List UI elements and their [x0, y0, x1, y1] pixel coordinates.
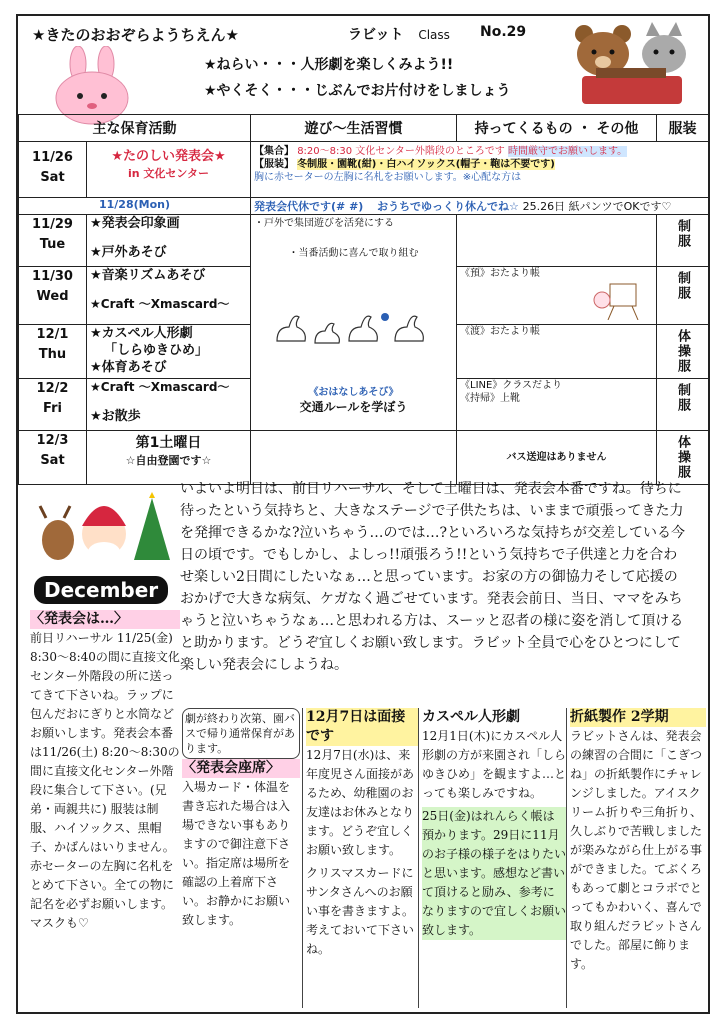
december-banner: December: [34, 576, 168, 604]
clothing: 体操服: [675, 329, 690, 374]
bring-cell: 《渡》おたより帳: [457, 325, 657, 379]
weekday: Wed: [36, 289, 69, 304]
activity-1: ★カスペル人形劇: [90, 326, 193, 341]
event-details-cell: [251, 142, 709, 198]
weekly-schedule-table: [18, 114, 709, 485]
activity-2: ★体育あそび: [90, 360, 167, 375]
rehearsal-text: 前日リハーサル 11/25(金) 8:30～8:40の間に直接文化センター外階段の所に送ってきて下さいね。ラップに包んだおにぎりと水筒などお願いします。発表会本番は11/26(土) 8:20～8:30の間に直接文化センター外階段に集合して下さい。(兄弟・両親共に) 服装は制服、ハイソックス、黒帽子、かばんはいりません。赤セーターの左胸に名札をとめて下さい。全ての物に記名を必ずお願いします。マスクも♡: [30, 631, 180, 930]
rehearsal-title: 〈発表会は…〉: [30, 610, 180, 629]
dress-note: 胸に赤セーターの左胸に名札をお願いします。※心配な方は: [254, 172, 522, 183]
ducks-illustration: [269, 291, 439, 351]
rehearsal-column: [30, 610, 180, 933]
table-header-row: [19, 115, 709, 142]
weekday: Fri: [43, 401, 62, 416]
header-clothing: 服装: [657, 115, 709, 142]
bring-item: 《預》おたより帳: [460, 268, 540, 279]
bus-note: 劇が終わり次第、園バスで帰り通常保育があります。: [182, 708, 300, 759]
clothing-cell: [657, 267, 709, 325]
table-row: [19, 198, 709, 215]
activity-1-sub: 「しらゆきひめ」: [104, 343, 209, 358]
activity-1: ★音楽リズムあそび: [90, 268, 206, 283]
header-play-habits: 遊び～生活習慣: [251, 115, 457, 142]
aim-goal: ★ねらい・・・人形劇を楽しくみよう!!: [204, 57, 454, 73]
clothing-cell: [657, 431, 709, 485]
date-cell: [19, 215, 87, 267]
seating-text: 入場カード・体温を書き忘れた場合は入場できない事もありますので御注意下さい。指定席は場所を確認の上着席下さい。お静かにお願い致します。: [182, 780, 291, 927]
holiday-text: 発表会代休です(# #): [254, 200, 364, 213]
play-habits-cell: [251, 215, 457, 431]
meet-note: 時間厳守でお願いします。: [507, 146, 628, 157]
divider: [302, 708, 303, 1008]
activity-2: ★お散歩: [90, 409, 141, 424]
bring-cell: [457, 267, 657, 325]
bring-cell: [457, 379, 657, 431]
activity-cell: [87, 325, 251, 379]
weekday: Tue: [39, 237, 66, 252]
header-bring: 持ってくるもの ・ その他: [457, 115, 657, 142]
meet-text: 8:20～8:30 文化センター外階段のところです: [297, 146, 505, 157]
story-label: 《おはなしあそび》: [308, 387, 399, 398]
pants-note: 25.26日 紙パンツでOKです♡: [522, 200, 672, 213]
seating-column: [182, 708, 300, 930]
date-cell: [19, 267, 87, 325]
activity-2: ★Craft ～Xmascard～: [90, 297, 230, 311]
origami-text: ラビットさんは、発表会の練習の合間に「こぎつね」の折紙製作にチャレンジしました。アイスクリーム折りや三角折り、久しぶりで苦戦しましたが楽みながら仕上がる事ができました。てぶくろもあって劇とコラボでとってもかわいく、喜んで取り組んだラビットさんでした。部屋に飾ります。: [570, 729, 703, 971]
habit-2: ・当番活動に喜んで取り組む: [288, 248, 419, 259]
weekday: Sat: [40, 170, 65, 185]
interview-text: 12月7日(水)は、来年度児さん面接があるため、幼稚園のお友達はお休みとなります。どうぞ宜しくお願い致します。: [306, 748, 415, 857]
event-venue: in 文化センター: [128, 167, 209, 180]
bear-and-cat-icon: [566, 20, 696, 110]
origami-title: 折紙製作 2学期: [570, 708, 706, 727]
date: 11/30: [32, 269, 73, 284]
divider: [566, 708, 567, 1008]
activity-2: ★戸外あそび: [90, 245, 167, 260]
clothing: 制服: [675, 271, 690, 301]
class-title: [348, 24, 450, 44]
activity-cell: [87, 431, 251, 485]
story-text: 交通ルールを学ぼう: [299, 400, 408, 414]
table-row: [19, 431, 709, 485]
activity-1: ★Craft ～Xmascard～: [90, 380, 230, 394]
santa-reindeer-icon: [34, 490, 174, 576]
interview-title: 12月7日は面接です: [306, 708, 418, 746]
newsletter-page: [16, 14, 710, 1014]
table-row: [19, 215, 709, 267]
clothing-cell: [657, 215, 709, 267]
activity-2: ☆自由登園です☆: [125, 454, 212, 467]
bring-item-2: 《持帰》上靴: [460, 393, 520, 404]
date: 12/1: [36, 327, 69, 342]
seating-title: 〈発表会座席〉: [182, 759, 300, 778]
interview-column: [306, 708, 418, 959]
date: 12/2: [36, 381, 69, 396]
bring-item: 《LINE》クラスだより: [460, 380, 563, 391]
issue-number: No.29: [480, 24, 527, 40]
activity-1: 第1土曜日: [135, 435, 202, 451]
origami-column: [570, 708, 706, 974]
activity-cell: [87, 215, 251, 267]
date-cell: [19, 325, 87, 379]
activity-cell: [87, 379, 251, 431]
dress-label: 【服装】: [254, 159, 294, 170]
activity-1: ★発表会印象画: [90, 216, 180, 231]
clothing: 体操服: [675, 435, 690, 480]
activity-cell: [87, 142, 251, 198]
class-name: ラビット: [348, 27, 404, 43]
class-label: Class: [418, 28, 450, 42]
activity-cell: [87, 267, 251, 325]
holiday-date: 11/28(Mon): [19, 198, 251, 215]
date-cell: [19, 379, 87, 431]
notebook-text: 25日(金)はれんらく帳は預かります。29日に11月のお子様の様子をはりたいと思います。感想など書いて頂けると励み、参考になりますので宜しくお願い致します。: [422, 807, 566, 940]
puppet-text: 12月1日(木)にカスペル人形劇の方が来園され「しらゆきひめ」を観ますよ…とっても楽しみですね。: [422, 729, 567, 800]
puppet-title: カスペル人形劇: [422, 709, 520, 725]
table-row: [19, 142, 709, 198]
date: 12/3: [36, 433, 69, 448]
date-cell: [19, 431, 87, 485]
header: [18, 16, 708, 114]
meet-label: 【集合】: [254, 146, 294, 157]
date: 11/26: [32, 150, 73, 165]
holiday-cell: [251, 198, 709, 215]
holiday-text2: おうちでゆっくり休んでね☆: [377, 200, 519, 213]
clothing-cell: [657, 325, 709, 379]
school-name: ★きたのおおぞらようちえん★: [32, 26, 239, 44]
weekday: Sat: [40, 453, 65, 468]
christmas-card-text: クリスマスカードにサンタさんへのお願い事を書きますよ。考えておいて下さいね。: [306, 866, 415, 956]
puppet-column: [422, 708, 566, 940]
divider: [418, 708, 419, 1008]
teacher-letter: いよいよ明日は、前日リハーサル、そして土曜日は、発表会本番ですね。待ちに待ったという気持ちと、大きなステージで子供たちは、いままで頑張ってきた力を発揮できるかな?泣いちゃう…のでは…?といろいろな気持ちが交差している今日の頃です。でもしかし、よしっ!!頑張ろう!!という気持ちで子供達と力を合わせ楽しい2日間にしたいなぁ…と思っています。お家の方の御協力そして応援のおかげで大きな病気、ケガなく過ごせています。発表会前日、当日、ママをみちゃうと泣いちゃうなぁ…と思われる方は、スーッと忍者の様に姿を消して頂けると助かります。どうぞ宜しくお願い致します。ラビット全員で心をひとつにして楽しい発表会にしようね。: [180, 481, 686, 673]
clothing: 制服: [675, 383, 690, 413]
habit-1: ・戸外で集団遊びを活発にする: [254, 218, 394, 229]
easel-cat-icon: [590, 280, 650, 320]
event-title: ★たのしい発表会★: [111, 149, 226, 164]
weekday: Thu: [38, 347, 67, 362]
dress-text: 冬制服・園靴(紺)・白ハイソックス(帽子・鞄は不要です): [297, 159, 555, 170]
aim-promise: ★やくそく・・・じぶんでお片付けをしましょう: [204, 83, 511, 99]
date-cell: [19, 142, 87, 198]
bring-cell: [457, 215, 657, 267]
clothing-cell: [657, 379, 709, 431]
date: 11/29: [32, 217, 73, 232]
clothing: 制服: [675, 219, 690, 249]
header-activities: 主な保育活動: [19, 115, 251, 142]
bring-cell: バス送迎はありません: [457, 431, 657, 485]
play-habits-cell: [251, 431, 457, 485]
